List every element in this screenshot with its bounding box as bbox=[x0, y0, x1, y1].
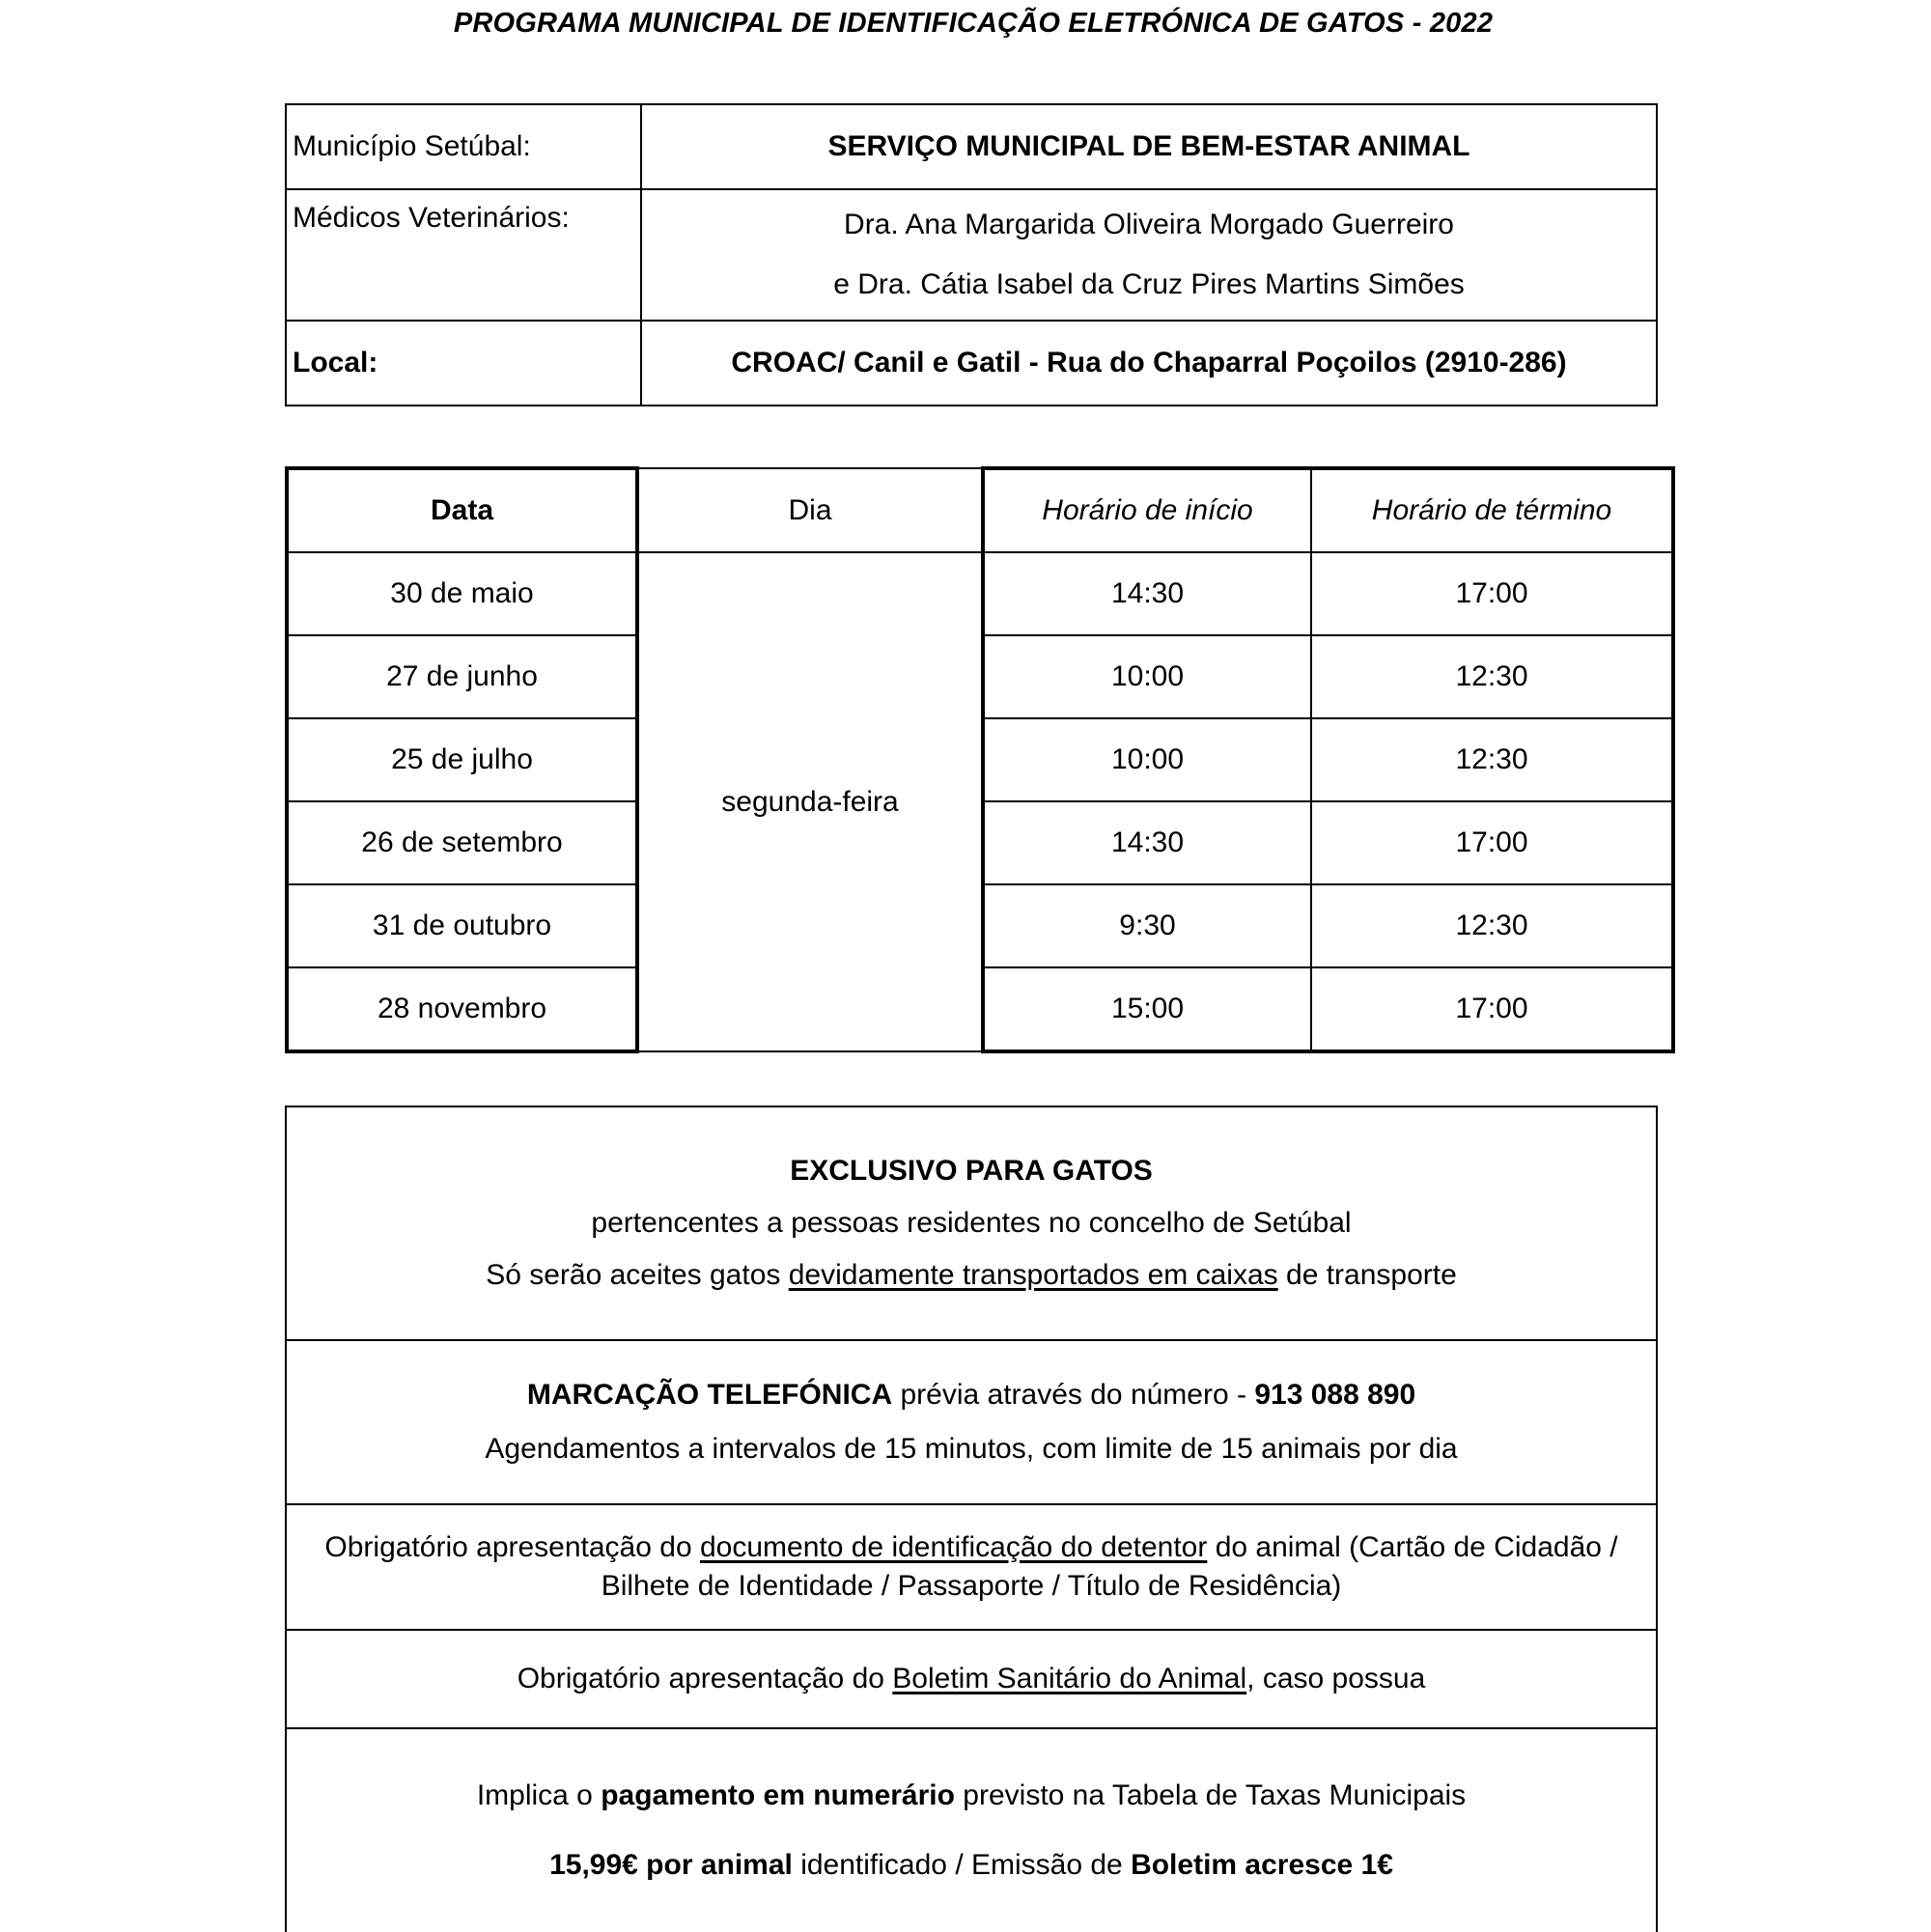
cell-data: 31 de outubro bbox=[287, 884, 637, 967]
note-exclusivo bbox=[286, 1106, 1657, 1340]
note-text: , caso possua bbox=[1246, 1663, 1426, 1694]
price-text: 15,99€ por animal bbox=[549, 1849, 793, 1881]
note-text: prévia através do número - bbox=[892, 1379, 1255, 1411]
cell-data: 28 novembro bbox=[287, 967, 637, 1051]
phone-number: 913 088 890 bbox=[1254, 1379, 1416, 1411]
cell-termino: 17:00 bbox=[1311, 967, 1673, 1051]
note-exclusivo-heading: EXCLUSIVO PARA GATOS bbox=[790, 1155, 1153, 1187]
note-underlined-text: devidamente transportados em caixas bbox=[788, 1259, 1278, 1291]
cell-termino: 12:30 bbox=[1311, 718, 1673, 801]
cell-termino: 17:00 bbox=[1311, 801, 1673, 884]
note-underlined-text: Boletim Sanitário do Animal bbox=[892, 1663, 1247, 1694]
note-text: Só serão aceites gatos bbox=[486, 1259, 789, 1291]
note-boletim-text bbox=[316, 1663, 1627, 1695]
note-documento-text bbox=[316, 1528, 1627, 1606]
medicos-value bbox=[641, 189, 1657, 321]
note-marcacao-line1 bbox=[316, 1379, 1627, 1412]
info-table bbox=[285, 103, 1658, 406]
notes-table bbox=[285, 1106, 1658, 1932]
local-label: Local: bbox=[286, 321, 641, 406]
cell-inicio: 9:30 bbox=[983, 884, 1311, 967]
cell-termino: 12:30 bbox=[1311, 635, 1673, 718]
note-text: previsto na Tabela de Taxas Municipais bbox=[954, 1779, 1467, 1811]
note-text: de transporte bbox=[1277, 1259, 1457, 1291]
cell-dia: segunda-feira bbox=[637, 552, 983, 1051]
note-text: Implica o bbox=[476, 1779, 602, 1811]
medicos-label: Médicos Veterinários: bbox=[286, 189, 641, 321]
schedule-row bbox=[287, 552, 1673, 635]
medicos-line-1: Dra. Ana Margarida Oliveira Morgado Guerreiro bbox=[844, 209, 1454, 240]
note-bold-text: Boletim acresce 1€ bbox=[1131, 1849, 1393, 1881]
medicos-line-2: e Dra. Cátia Isabel da Cruz Pires Martins Simões bbox=[833, 268, 1465, 300]
header-termino: Horário de término bbox=[1311, 468, 1673, 552]
note-underlined-text: documento de identificação do detentor bbox=[699, 1531, 1208, 1563]
info-row-municipio bbox=[286, 104, 1657, 189]
cell-inicio: 10:00 bbox=[983, 718, 1311, 801]
note-exclusivo-line3 bbox=[316, 1259, 1627, 1292]
note-row-documento bbox=[286, 1504, 1657, 1630]
note-marcacao bbox=[286, 1340, 1657, 1504]
info-row-medicos bbox=[286, 189, 1657, 321]
note-text: Obrigatório apresentação do bbox=[324, 1531, 700, 1563]
note-row-pagamento bbox=[286, 1728, 1657, 1932]
cell-data: 27 de junho bbox=[287, 635, 637, 718]
municipio-label: Município Setúbal: bbox=[286, 104, 641, 189]
cell-data: 30 de maio bbox=[287, 552, 637, 635]
header-inicio: Horário de início bbox=[983, 468, 1311, 552]
note-pagamento bbox=[286, 1728, 1657, 1932]
note-marcacao-line2: Agendamentos a intervalos de 15 minutos, com limite de 15 animais por dia bbox=[485, 1433, 1458, 1465]
note-exclusivo-line2: pertencentes a pessoas residentes no concelho de Setúbal bbox=[591, 1207, 1352, 1239]
note-row-boletim bbox=[286, 1630, 1657, 1728]
note-text: do animal (Cartão de Cidadão / Bilhete de Identidade / Passaporte / Título de Residência) bbox=[601, 1531, 1618, 1602]
note-boletim bbox=[286, 1630, 1657, 1728]
cell-termino: 12:30 bbox=[1311, 884, 1673, 967]
note-row-exclusivo bbox=[286, 1106, 1657, 1340]
info-row-local bbox=[286, 321, 1657, 406]
document-title: PROGRAMA MUNICIPAL DE IDENTIFICAÇÃO ELETRÓNICA DE GATOS - 2022 bbox=[453, 8, 1494, 39]
cell-inicio: 14:30 bbox=[983, 552, 1311, 635]
note-documento bbox=[286, 1504, 1657, 1630]
note-text: Obrigatório apresentação do bbox=[517, 1663, 893, 1694]
note-row-marcacao bbox=[286, 1340, 1657, 1504]
local-value: CROAC/ Canil e Gatil - Rua do Chaparral Poçoilos (2910-286) bbox=[641, 321, 1657, 406]
cell-inicio: 15:00 bbox=[983, 967, 1311, 1051]
schedule-header-row bbox=[287, 468, 1673, 552]
note-bold-text: MARCAÇÃO TELEFÓNICA bbox=[526, 1379, 893, 1411]
header-dia: Dia bbox=[637, 468, 983, 552]
note-pagamento-line1 bbox=[316, 1779, 1627, 1812]
header-data: Data bbox=[287, 468, 637, 552]
cell-data: 25 de julho bbox=[287, 718, 637, 801]
municipio-value: SERVIÇO MUNICIPAL DE BEM-ESTAR ANIMAL bbox=[641, 104, 1657, 189]
schedule-table bbox=[285, 466, 1675, 1053]
note-bold-text: pagamento em numerário bbox=[601, 1779, 955, 1811]
cell-termino: 17:00 bbox=[1311, 552, 1673, 635]
note-text: identificado / Emissão de bbox=[792, 1849, 1132, 1881]
note-pagamento-line2 bbox=[316, 1849, 1627, 1882]
cell-inicio: 10:00 bbox=[983, 635, 1311, 718]
cell-inicio: 14:30 bbox=[983, 801, 1311, 884]
cell-data: 26 de setembro bbox=[287, 801, 637, 884]
